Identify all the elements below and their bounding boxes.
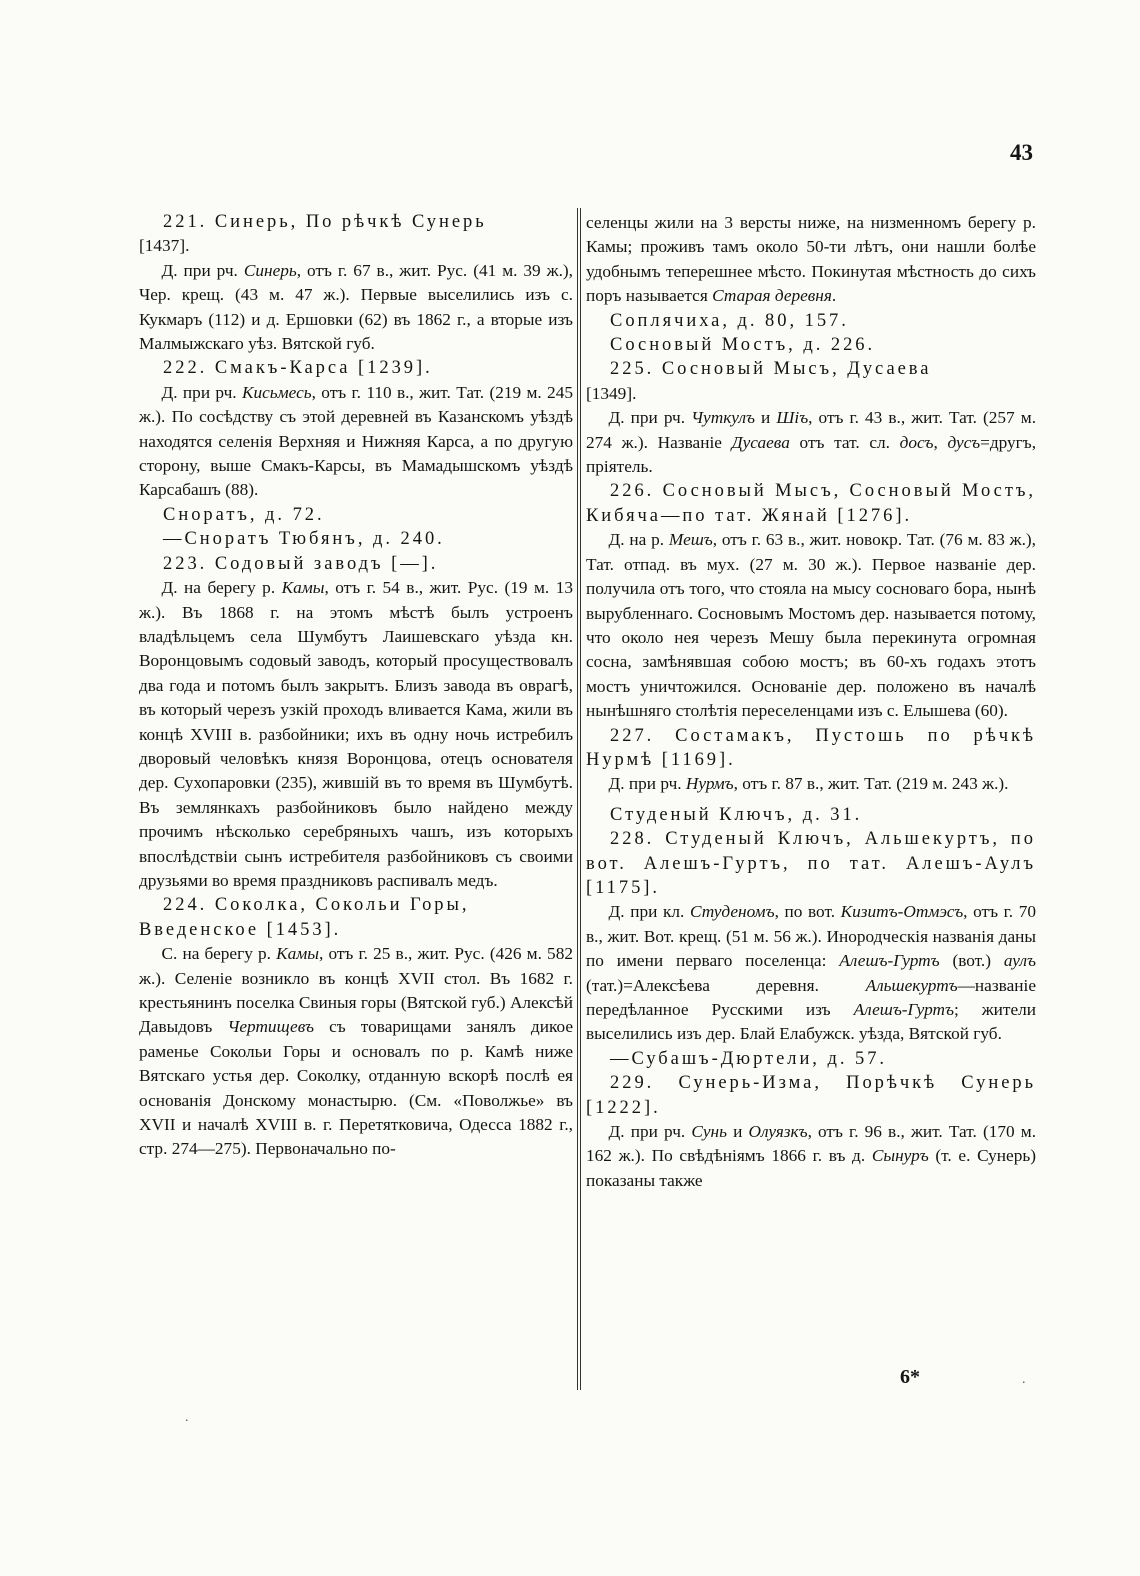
entry-229-body: Д. при рч. Сунь и Олуязкъ, отъ г. 96 в., жит. Тат. (170 м. 162 ж.). По свѣдѣніямъ 1866 г. въ д. Сынуръ (т. е. Сунерь) показаны также [586, 1122, 1037, 1190]
entry-225-body: Д. при рч. Чуткулъ и Шiъ, отъ г. 43 в., жит. Тат. (257 м. 274 ж.). Названіе Дусаева отъ тат. сл. досъ, дусъ=другъ, пріятель. [586, 408, 1037, 477]
entry-227-title: 227. Состамакъ, Пустошь по рѣчкѣ Нурмѣ [1169]. [586, 725, 1036, 770]
ref-soplyachikha: Соплячиха, д. 80, 157. [610, 310, 849, 331]
ref-snorat-tyubyan: —Сноратъ Тюбянъ, д. 240. [163, 529, 445, 550]
column-divider [577, 208, 581, 1390]
entry-224-title-cont: Введенское [1453]. [139, 919, 342, 940]
ref-subash-dyurteli: —Субашъ-Дюртели, д. 57. [610, 1048, 888, 1069]
entry-227-body: Д. при рч. Нурмъ, отъ г. 87 в., жит. Тат. (219 м. 243 ж.). [608, 774, 1009, 794]
entry-221-title-cont: [1437]. [139, 236, 190, 256]
entry-229-title: 229. Сунерь-Изма, Порѣчкѣ Сунерь [1222]. [586, 1073, 1036, 1118]
entry-224-title: 224. Соколка, Сокольи Горы, [163, 895, 470, 916]
left-column [139, 210, 573, 1162]
entry-224-continuation: селенцы жили на 3 версты ниже, на низменномъ берегу р. Камы; проживъ тамъ около 50-ти лѣтъ, они нашли болѣе удобнымъ теперешнее мѣсто. Покинутая мѣстность до сихъ поръ называется Старая деревня. [586, 213, 1036, 306]
entry-222-title: 222. Смакъ-Карса [1239]. [163, 358, 433, 379]
speck-mark: . [1022, 1372, 1026, 1387]
entry-228-title: 228. Студеный Ключъ, Альшекуртъ, по вот. Алешъ-Гуртъ, по тат. Алешъ-Аулъ [1175]. [586, 829, 1036, 898]
ref-sosnovy-most: Сосновый Мостъ, д. 226. [610, 335, 876, 356]
entry-224-body: С. на берегу р. Камы, отъ г. 25 в., жит. Рус. (426 м. 582 ж.). Селеніе возникло въ концѣ XVII стол. Въ 1682 г. крестьянинъ поселка Свиныя горы (Вятской губ.) Алексѣй Давыдовъ Чертищевъ съ товарищами занялъ дикое раменье Сокольи Горы и основалъ по р. Камѣ ниже Вятскаго устья дер. Соколку, отданную вскорѣ послѣ ея основанія Донскому монастырю. (См. «Поволжье» въ XVII и началѣ XVIII в. г. Перетятковича, Одесса 1882 г., стр. 274—275). Первоначально по- [139, 944, 573, 1159]
page-number: 43 [1010, 140, 1033, 165]
entry-228-body: Д. при кл. Студеномъ, по вот. Кизитъ-Отмэсъ, отъ г. 70 в., жит. Вот. крещ. (51 м. 56 ж.). Инородческія названія даны по имени перваго поселенца: Алешъ-Гуртъ (вот.) аулъ (тат.)=Алексѣева деревня. Альшекуртъ—названіе передѣланное Русскими изъ Алешъ-Гуртъ; жители выселились изъ дер. Блай Елабужск. уѣзда, Вятской губ. [586, 902, 1037, 1044]
entry-221-title: 221. Синерь, По рѣчкѣ Сунерь [163, 212, 487, 232]
right-column [586, 211, 1036, 1193]
ref-snorat: Сноратъ, д. 72. [163, 504, 325, 525]
entry-226-title: 226. Сосновый Мысъ, Сосновый Мостъ, Кибяча—по тат. Жянай [1276]. [586, 481, 1036, 526]
entry-221-body: Д. при рч. Синерь, отъ г. 67 в., жит. Рус. (41 м. 39 ж.), Чер. крещ. (43 м. 47 ж.). Первые выселились изъ с. Кукмаръ (112) и д. Ершовки (62) въ 1862 г., а вторые изъ Малмыжскаго уѣз. Вятской губ. [139, 260, 573, 354]
entry-225-title: 225. Сосновый Мысъ, Дусаева [610, 359, 932, 380]
entry-223-body: Д. на берегу р. Камы, отъ г. 54 в., жит. Рус. (19 м. 13 ж.). Въ 1868 г. на этомъ мѣстѣ былъ устроенъ владѣльцемъ села Шумбутъ Лаишевскаго уѣзда кн. Воронцовымъ содовый заводъ, который просуществовалъ два года и потомъ былъ закрытъ. Близъ завода въ оврагѣ, въ который черезъ узкій проходъ вливается Кама, жили въ концѣ XVIII в. разбойники; ихъ въ одну ночь истребилъ дворовый человѣкъ князя Воронцова, отецъ основателя дер. Сухопаровки (235), жившій въ то время въ Шумбутѣ. Въ землянкахъ разбойниковъ было найдено между прочимъ нѣсколько серебряныхъ чашъ, изъ которыхъ впослѣдствіи сынъ истребителя разбойниковъ съ своими друзьями во время праздниковъ распивалъ медъ. [139, 578, 573, 890]
ref-studeny-klyuch: Студеный Ключъ, д. 31. [610, 804, 863, 825]
entry-225-title-cont: [1349]. [586, 383, 637, 403]
speck-mark: . [185, 1410, 189, 1425]
entry-226-body: Д. на р. Мешъ, отъ г. 63 в., жит. новокр. Тат. (76 м. 83 ж.), Тат. отпад. въ мух. (27 м. 30 ж.). Первое названіе дер. получила отъ того, что стояла на мысу сосноваго бора, нынѣ вырубленнаго. Сосновымъ Мостомъ дер. называется потому, что около нея черезъ Мешу была перекинута огромная сосна, замѣнявшая собою мостъ; въ 60-хъ годахъ этотъ мостъ уничтожился. Основаніе дер. положено въ началѣ нынѣшняго столѣтія переселенцами изъ с. Елышева (60). [586, 530, 1036, 721]
entry-223-title: 223. Содовый заводъ [—]. [163, 553, 439, 574]
signature-mark: 6* [900, 1366, 920, 1388]
entry-222-body: Д. при рч. Кисьмесь, отъ г. 110 в., жит. Тат. (219 м. 245 ж.). По сосѣдству съ этой деревней въ Казанскомъ уѣздѣ находятся селенія Верхняя и Нижняя Карса, а по другую сторону, выше Смакъ-Карсы, въ Мамадышскомъ уѣздѣ Карсабашъ (88). [139, 382, 573, 500]
